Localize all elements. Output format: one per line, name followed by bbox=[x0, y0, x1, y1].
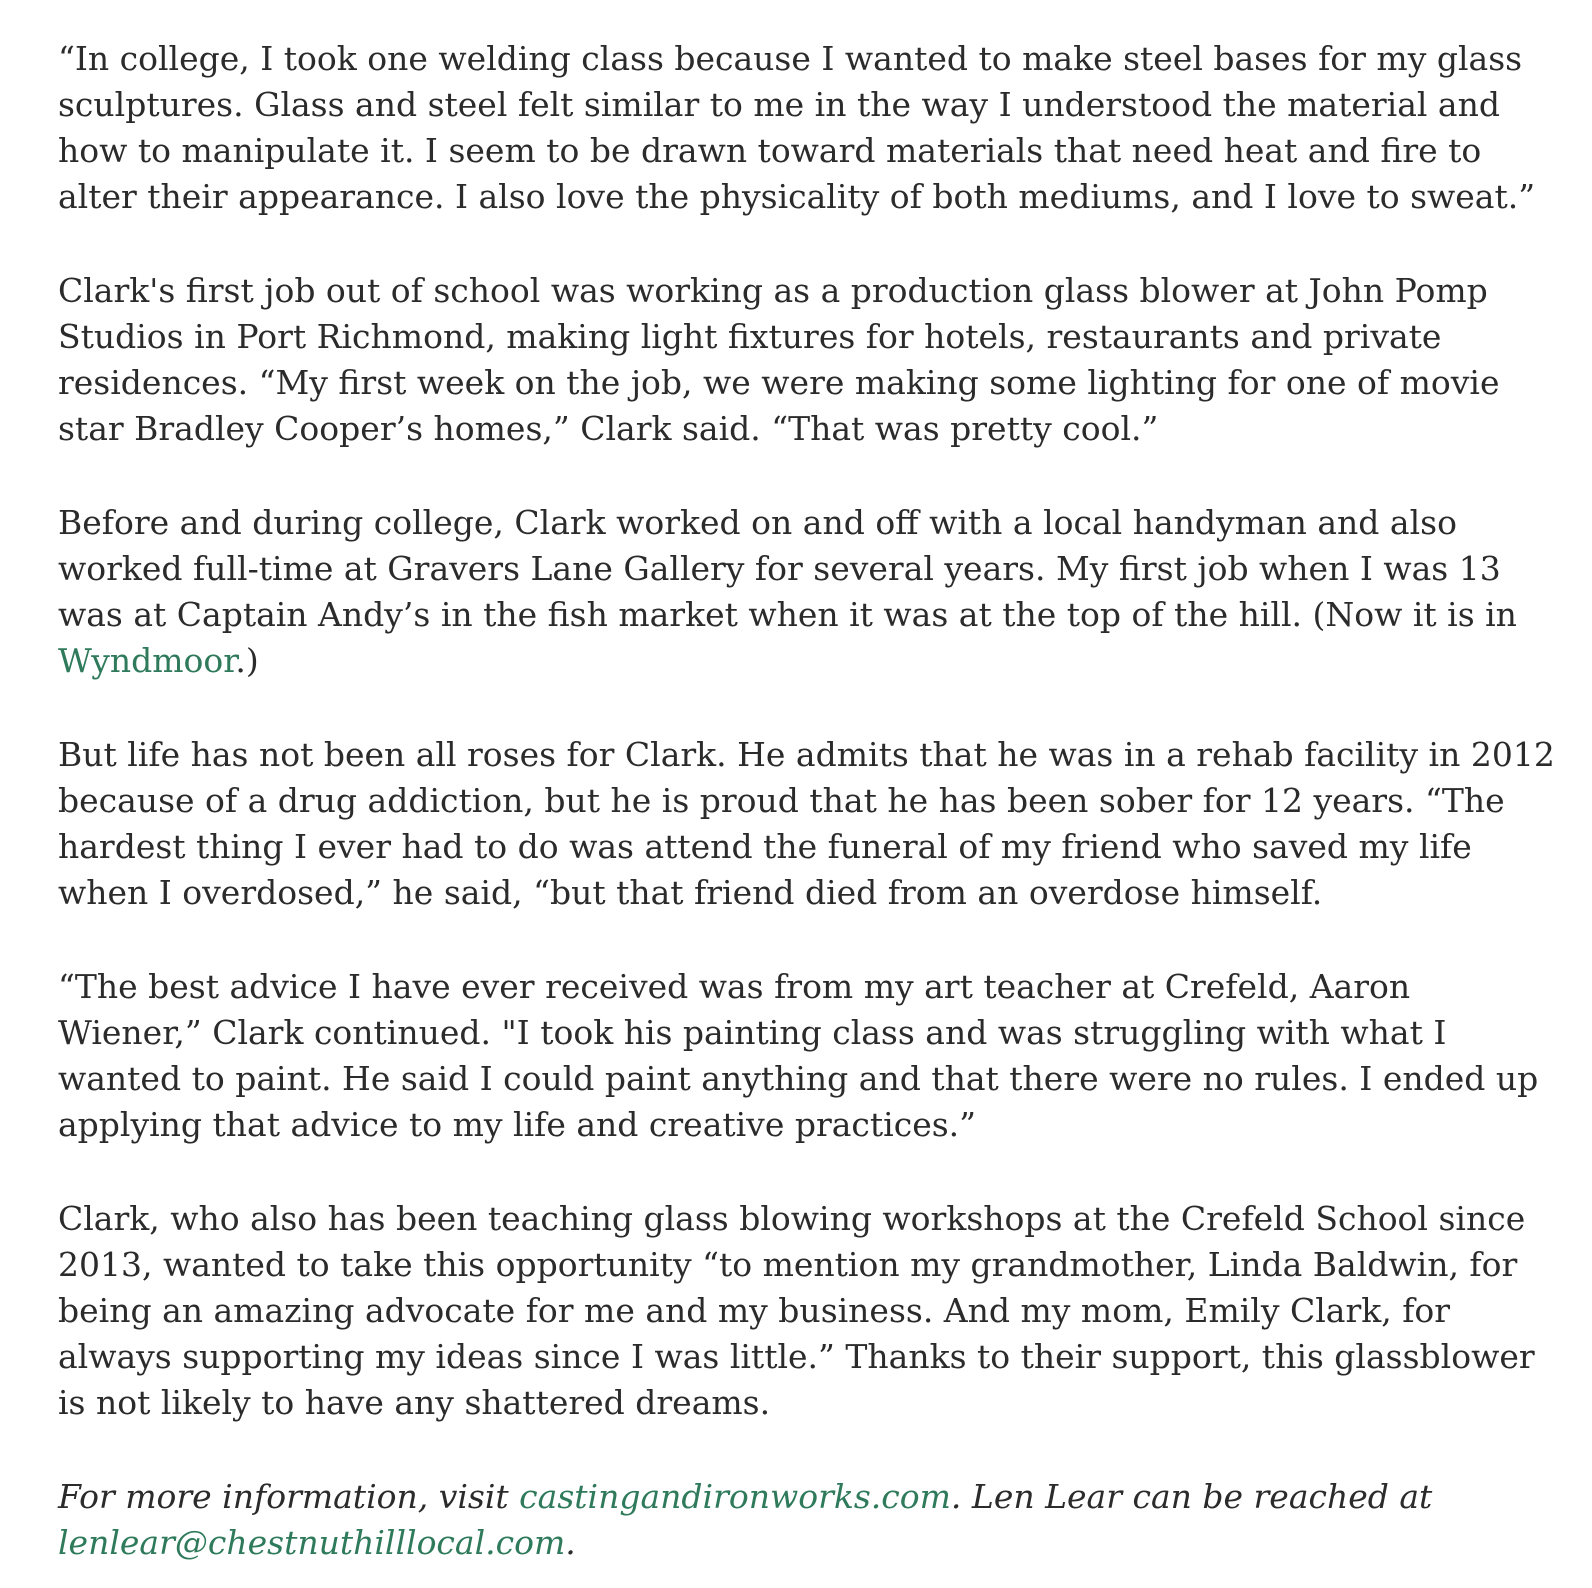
author-credit bbox=[58, 1474, 1558, 1566]
website-link[interactable]: castingandironworks.com bbox=[519, 1477, 951, 1516]
wyndmoor-link[interactable]: Wyndmoor bbox=[58, 641, 236, 680]
credit-suffix: . bbox=[565, 1523, 576, 1562]
paragraph-before-college-text: Before and during college, Clark worked on and off with a local handyman and also worked full-time at Gravers Lane Gallery for several years. My first job when I was 13 was at Captain Andy’s in the fish market when it was at the top of the hill. (Now it is in bbox=[58, 503, 1517, 634]
paragraph-first-job: Clark's first job out of school was working as a production glass blower at John Pomp Studios in Port Richmond, making light fixtures for hotels, restaurants and private residences. “My first week on the job, we were making some lighting for one of movie star Bradley Cooper’s homes,” Clark said. “That was pretty cool.” bbox=[58, 271, 1500, 448]
paragraph-welding-quote: “In college, I took one welding class because I wanted to make steel bases for my glass sculptures. Glass and steel felt similar to me in the way I understood the material and how to manipulate it. I seem to be drawn toward materials that need heat and fire to alter their appearance. I also love the physicality of both mediums, and I love to sweat.” bbox=[58, 39, 1536, 216]
email-link[interactable]: lenlear@chestnuthilllocal.com bbox=[58, 1523, 566, 1562]
paragraph-before-college-end: .) bbox=[235, 641, 259, 680]
paragraph-teaching: Clark, who also has been teaching glass blowing workshops at the Crefeld School since 2013, wanted to take this opportunity “to mention my grandmother, Linda Baldwin, for being an amazing advocate for me and my business. And my mom, Emily Clark, for always supporting my ideas since I was little.” Thanks to their support, this glassblower is not likely to have any shattered dreams. bbox=[58, 1199, 1535, 1422]
paragraph-best-advice: “The best advice I have ever received was from my art teacher at Crefeld, Aaron Wiener,” Clark continued. "I took his painting class and was struggling with what I wanted to paint. He said I could paint anything and that there were no rules. I ended up applying that advice to my life and creative practices.” bbox=[58, 967, 1539, 1144]
paragraph-before-college bbox=[58, 500, 1558, 684]
paragraph-sobriety: But life has not been all roses for Clark. He admits that he was in a rehab facility in 2012 because of a drug addiction, but he is proud that he has been sober for 12 years. “The hardest thing I ever had to do was attend the funeral of my friend who saved my life when I overdosed,” he said, “but that friend died from an overdose himself. bbox=[58, 735, 1555, 912]
article-body bbox=[58, 36, 1558, 1566]
credit-middle: . Len Lear can be reached at bbox=[950, 1477, 1433, 1516]
credit-prefix: For more information, visit bbox=[58, 1477, 520, 1516]
